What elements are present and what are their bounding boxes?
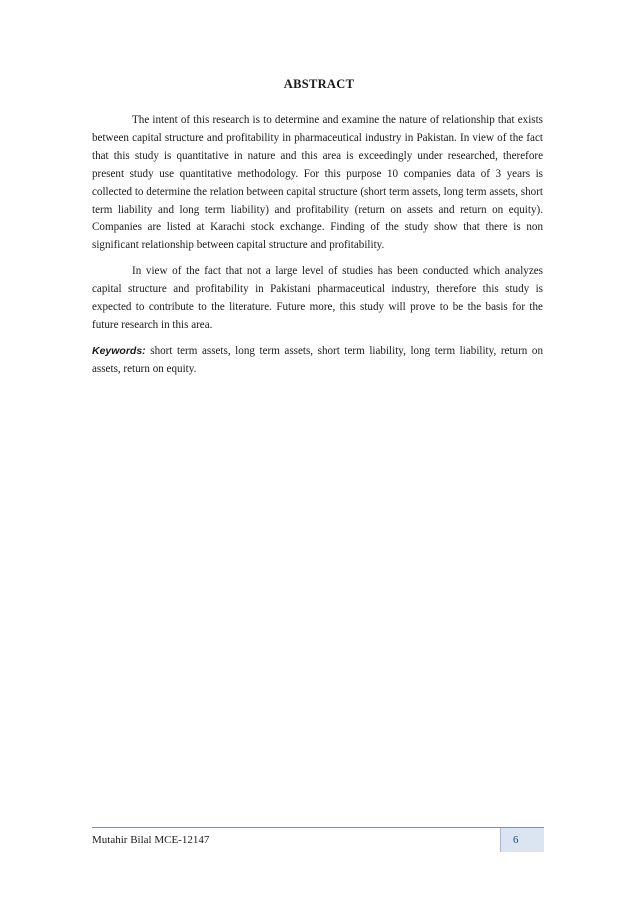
footer-author: Mutahir Bilal MCE-12147 <box>92 834 210 846</box>
keywords-label: Keywords: <box>92 344 146 357</box>
abstract-paragraph-2: In view of the fact that not a large level of studies has been conducted which analyzes capital structure and profitability in Pakistani pharmaceutical industry, therefore this study is expected to contribute to the literature. Future more, this study will prove to be the basis for the future research in this area. <box>92 265 543 331</box>
keywords-text: short term assets, long term assets, short term liability, long term liability, return on assets, return on equity. <box>92 344 543 375</box>
abstract-body <box>92 112 543 387</box>
page-number-box <box>500 828 544 852</box>
abstract-title: ABSTRACT <box>283 77 355 91</box>
page-number: 6 <box>513 834 519 846</box>
abstract-paragraph-1: The intent of this research is to determine and examine the nature of relationship that exists between capital structure and profitability in pharmaceutical industry in Pakistan. In view of the fact that this study is quantitative in nature and this area is exceedingly under researched, therefore present study use quantitative methodology. For this purpose 10 companies data of 3 years is collected to determine the relation between capital structure (short term assets, long term assets, short term liability and long term liability) and profitability (return on assets and return on equity). Companies are listed at Karachi stock exchange. Finding of the study show that there is non significant relationship between capital structure and profitability. <box>92 114 543 252</box>
footer-divider <box>92 827 544 828</box>
page-footer <box>92 827 544 851</box>
keywords-paragraph <box>92 343 543 379</box>
